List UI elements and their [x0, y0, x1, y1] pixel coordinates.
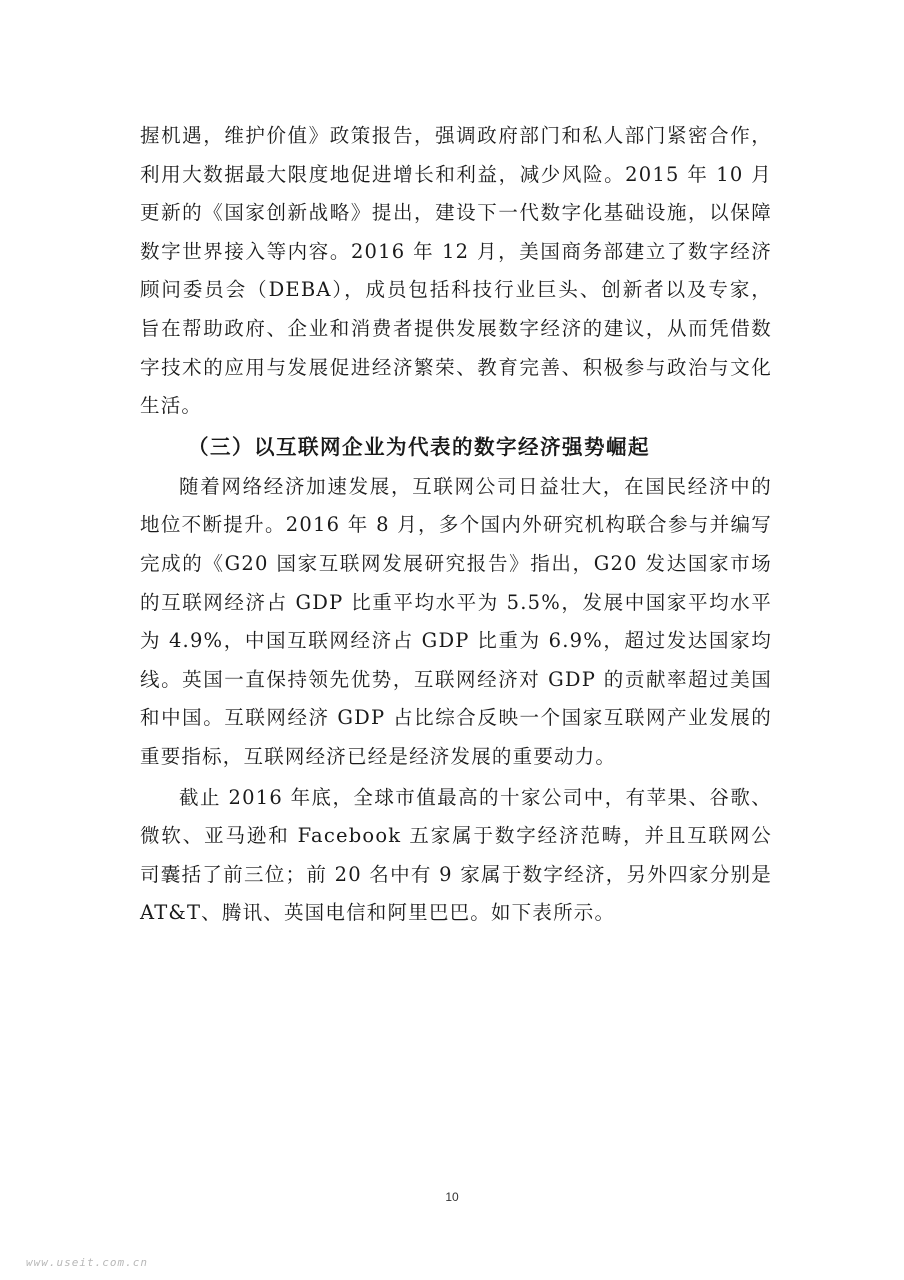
- page-number: 10: [445, 1190, 459, 1204]
- site-watermark: www.useit.com.cn: [26, 1256, 148, 1269]
- paragraph-internet-economy: 随着网络经济加速发展，互联网公司日益壮大，在国民经济中的地位不断提升。2016 年 8 月，多个国内外研究机构联合参与并编写完成的《G20 国家互联网发展研究报告》指出，G20 发达国家市场的互联网经济占 GDP 比重平均水平为 5.5%，发展中国家平均水平为 4.9%，中国互联网经济占 GDP 比重为 6.9%，超过发达国家均线。英国一直保持领先优势，互联网经济对 GDP 的贡献率超过美国和中国。互联网经济 GDP 占比综合反映一个国家互联网产业发展的重要指标，互联网经济已经是经济发展的重要动力。: [140, 474, 772, 768]
- section-heading: （三）以互联网企业为代表的数字经济强势崛起: [188, 434, 650, 459]
- document-body: [140, 117, 772, 933]
- paragraph-market-value: 截止 2016 年底，全球市值最高的十家公司中，有苹果、谷歌、微软、亚马逊和 Facebook 五家属于数字经济范畴，并且互联网公司囊括了前三位；前 20 名中有 9 家属于数字经济，另外四家分别是 AT&T、腾讯、英国电信和阿里巴巴。如下表所示。: [140, 785, 772, 925]
- paragraph-continued: 握机遇，维护价值》政策报告，强调政府部门和私人部门紧密合作，利用大数据最大限度地促进增长和利益，减少风险。2015 年 10 月更新的《国家创新战略》提出，建设下一代数字化基础设施，以保障数字世界接入等内容。2016 年 12 月，美国商务部建立了数字经济顾问委员会（DEBA），成员包括科技行业巨头、创新者以及专家，旨在帮助政府、企业和消费者提供发展数字经济的建议，从而凭借数字技术的应用与发展促进经济繁荣、教育完善、积极参与政治与文化生活。: [140, 124, 772, 418]
